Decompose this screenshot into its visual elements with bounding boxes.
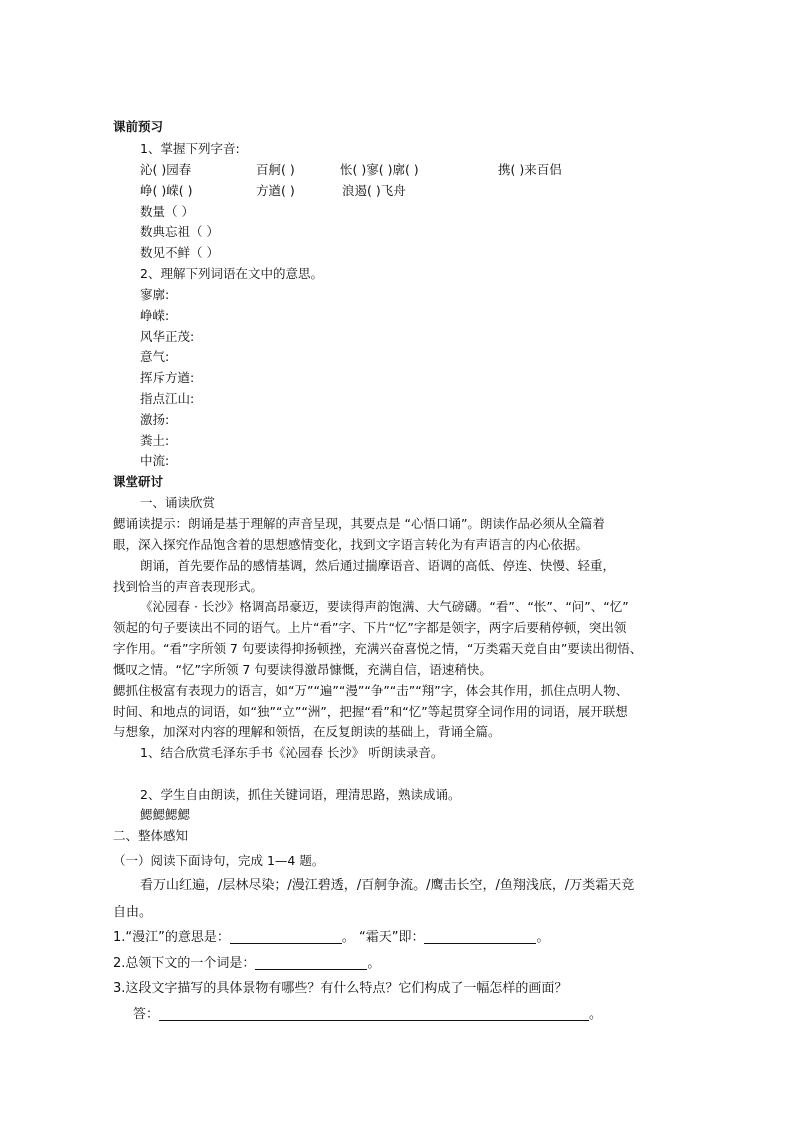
term-9: 中流: <box>140 453 170 468</box>
para-1-line-a: 鰓诵读提示：朗诵是基于理解的声音呈现，其要点是 “心悟口诵”。朗读作品必须从全篇着 <box>113 516 605 531</box>
preview-q2: 2、理解下列词语在文中的意思。 <box>140 266 323 281</box>
poem-line-b: 自由。 <box>113 905 153 920</box>
term-3: 风华正茂: <box>140 329 195 344</box>
preview-q1: 1、掌握下列字音: <box>140 141 240 156</box>
q2-answer-blank[interactable] <box>255 955 367 970</box>
pinyin-row-1-item-4: 携( )来百侣 <box>498 162 562 177</box>
question-1 <box>113 929 550 947</box>
q2-prefix: 2.总领下文的一个词是： <box>113 956 256 971</box>
term-5: 挥斥方遒: <box>140 370 195 385</box>
term-4: 意气: <box>140 349 170 364</box>
term-1: 寥廓: <box>140 287 170 302</box>
para-3-line-b: 领起的句子要读出不同的语气。上片“看”字、下片“忆”字都是领字，两字后要稍停顿，突出领 <box>113 620 627 635</box>
para-3-line-c: 字作用。“看”字所领 7 句要读得抑扬顿挫，充满兴奋喜悦之情，“万类霜天竞自由”要读出彻悟、 <box>113 641 643 656</box>
q2-end: 。 <box>367 956 381 971</box>
para-2-line-a: 朗诵，首先要作品的感情基调，然后通过揣摩语音、语调的高低、停连、快慢、轻重， <box>140 558 616 573</box>
para-4-line-a: 鰓抓住极富有表现力的语言，如“万”“遍”“漫”“争”“击”“翔”字，体会其作用，抓住点明人物、 <box>113 683 629 698</box>
para-3-line-a: 《沁园春 · 长沙》格调高昂豪迈，要读得声韵饱满、大气磅礴。“看”、“怅”、“问”、“忆” <box>140 599 629 614</box>
answer-prefix: 答： <box>133 1007 160 1022</box>
q1-answer-blank-2[interactable] <box>424 929 536 944</box>
para-2-line-b: 找到恰当的声音表现形式。 <box>113 579 264 594</box>
question-2 <box>113 955 380 973</box>
term-8: 粪土: <box>140 433 170 448</box>
section-title-preview: 课前预习 <box>113 119 164 134</box>
q1-prefix: 1.“漫江”的意思是： <box>113 930 230 945</box>
term-7: 激扬: <box>140 412 170 427</box>
shu-item-3: 数见不鲜（ ） <box>140 245 219 260</box>
para-3-line-d: 慨叹之情。“忆”字所领 7 句要读得激昂慷慨，充满自信，语速稍快。 <box>113 662 492 677</box>
section-title-class: 课堂研讨 <box>113 474 164 489</box>
garbled-chars: 鰓鰓鰓鰓 <box>140 807 191 822</box>
term-6: 指点江山: <box>140 391 195 406</box>
pinyin-row-1-item-3: 怅( )寥( )廓( ) <box>340 162 419 177</box>
para-1-line-b: 眼，深入探究作品饱含着的思想感情变化，找到文字语言转化为有声语言的内心依据。 <box>113 537 589 552</box>
para-4-line-c: 与想象，加深对内容的理解和领悟，在反复朗读的基础上，背诵全篇。 <box>113 724 501 739</box>
answer-end: 。 <box>589 1007 603 1022</box>
q1-end: 。 <box>536 930 550 945</box>
poem-line-a: 看万山红遍，/层林尽染；/漫江碧透，/百舸争流。/鹰击长空，/鱼翔浅底，/万类霜天竞 <box>140 878 635 893</box>
class-item-2: 2、学生自由朗读，抓住关键词语，理清思路，熟读成诵。 <box>140 787 461 802</box>
q1-middle: 。 “霜天”即： <box>341 930 425 945</box>
pinyin-row-2-item-2: 方遒( ) <box>256 183 295 198</box>
answer-blank[interactable] <box>159 1006 589 1021</box>
answer-line <box>133 1006 602 1024</box>
pinyin-row-1-item-2: 百舸( ) <box>256 162 295 177</box>
q1-answer-blank-1[interactable] <box>230 929 342 944</box>
shu-item-1: 数量（ ） <box>140 204 194 219</box>
section-title-overall: 二、整体感知 <box>113 828 189 843</box>
term-2: 峥嵘: <box>140 308 170 323</box>
pinyin-row-2-item-1: 峥( )嵘( ) <box>140 183 193 198</box>
shu-item-2: 数典忘祖（ ） <box>140 224 219 239</box>
pinyin-row-1-item-1: 沁( )园春 <box>140 162 192 177</box>
class-item-1: 1、结合欣赏毛泽东手书《沁园春 长沙》 听朗读录音。 <box>140 745 444 760</box>
question-3: 3.这段文字描写的具体景物有哪些？有什么特点？它们构成了一幅怎样的画面？ <box>113 981 568 996</box>
reading-intro: （一）阅读下面诗句，完成 1—4 题。 <box>113 853 325 868</box>
pinyin-row-2-item-3: 浪遏( )飞舟 <box>342 183 406 198</box>
class-sub1: 一、诵读欣赏 <box>140 495 216 510</box>
para-4-line-b: 时间、和地点的词语，如“独”“立”“洲”，把握“看”和“忆”等起贯穿全词作用的词语，展开联想 <box>113 704 628 719</box>
